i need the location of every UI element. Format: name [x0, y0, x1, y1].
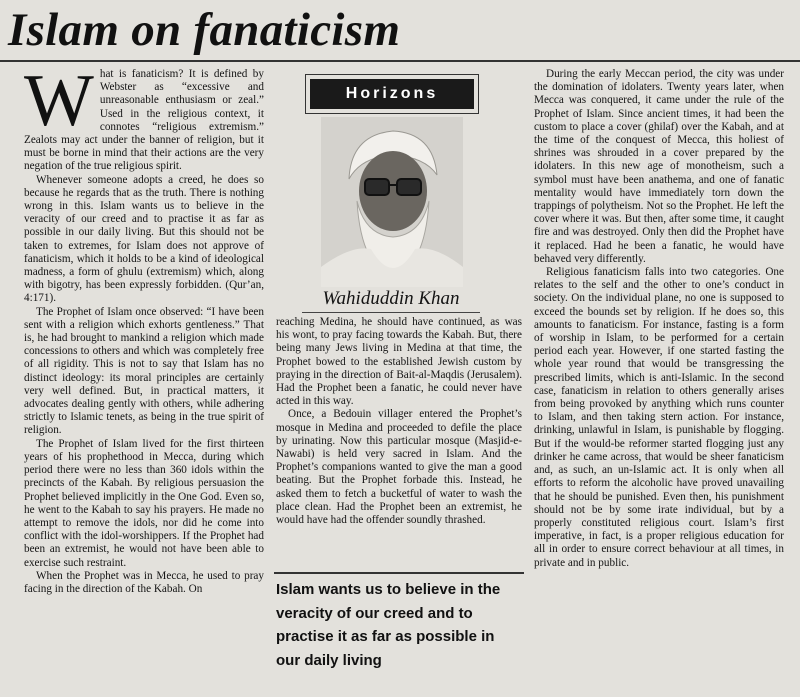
paragraph: Religious fanaticism falls into two categories. One relates to the self and the other to one’s conduct in society. On the individual plane, no one is supposed to exceed the bounds set by religion. If he does so, this amounts to fanaticism. For instance, fasting is a form of worship in Islam, to be performed for a certain period each year. However, if one started fasting the whole year round that would be transgressing the prescribed limits, which is anti-Islamic. In the second case, fanaticism in relation to others generally arises from being provoked by anything which runs counter to Islam, and then taking stern action. For instance, drinking, unlawful in Islam, is punishable by flogging. But if the would-be reformer started flogging just any drinker he came across, that would be sheer fanaticism and, as such, an un-Islamic act. It is only when all efforts to reform the alcoholic have proved unavailing that he should be punished. Even then, his punishment should not be by some irate individual, but by a properly constituted religious court. Islam’s first imperative, in fact, is a proper religious education for all in order to ensure correct behaviour at all times, in private and in public.	[534, 266, 784, 569]
pullquote: Islam wants us to believe in the veracity of our creed and to practise it as far as possible in our daily living	[276, 581, 501, 669]
byline: Wahiduddin Khan	[302, 286, 480, 313]
paragraph: The Prophet of Islam once observed: “I have been sent with a religion which exhorts gentleness.” That is, he had brought to mankind a religion which made concessions to others and which was completely free of all rigidity. This is not to say that Islam has no distinct ideology: its moral principles are certainly very well defined. But, in practical matters, it advocates dealing gently with others, while adhering strictly to Islamic tenets, as being in the true spirit of religion.	[24, 305, 264, 437]
paragraph: Whenever someone adopts a creed, he does so because he regards that as the truth. There is nothing wrong in this. Islam wants us to believe in the veracity of our creed and to practise it as far as possible in our daily living. But this should not be taken to extremes, for Islam does not approve of fanaticism, which it holds to be a kind of ideological madness, a form of ghulu (extremism) which, along with bigotry, has been expressly forbidden. (Qur’an, 4:171).	[24, 173, 264, 305]
intro-paragraph	[24, 68, 264, 174]
column-1	[24, 68, 264, 697]
paragraph: During the early Meccan period, the city was under the domination of idolaters. Twenty years later, when Mecca was conquered, it came under the rule of the Prophet of Islam. Since ancient times, it had been the custom to place a cover (ghilaf) over the Kabah, and at the time of the conquest of Mecca, this holiest of shrines was shrouded in a cover prepared by the idolaters. In this new age of monotheism, such a symbol must have been anathema, and one of fanatic mentality would have immediately torn down the trappings of polytheism. Not so the Prophet. He left the cover where it was. But then, after some time, it caught fire and was destroyed. Only then did the Prophet have it replaced. Had he been a fanatic, he would have behaved very differently.	[534, 68, 784, 265]
author-photo	[321, 117, 463, 287]
paragraph: When the Prophet was in Mecca, he used to pray facing in the direction of the Kabah. On	[24, 569, 264, 595]
paragraph: Once, a Bedouin villager entered the Prophet’s mosque in Medina and proceeded to defile the place by urinating. Now this particular mosque (Masjid-e-Nawabi) is held very sacred in Islam. And the Prophet’s companions wanted to give the man a good beating. But the Prophet forbade this. Instead, he asked them to fetch a bucketful of water to wash the place clean. Had the Prophet been an extremist, he would have had the offender soundly thrashed.	[276, 408, 522, 527]
author-portrait-image	[321, 117, 463, 287]
pullquote-rule	[274, 572, 524, 574]
headline-rule	[0, 60, 800, 62]
paragraph: The Prophet of Islam lived for the first thirteen years of his prophethood in Mecca, during which period there were no less than 360 idols within the precincts of the Kabah. By religious persuasion the Prophet believed implicitly in the One God. Even so, he went to the Kabah to say his prayers. He made no attempt to remove the idols, nor did he come into conflict with the idol-worshippers. If the Prophet had been an extremist, he would not have been able to exercise such restraint.	[24, 437, 264, 569]
headline: Islam on fanaticism	[8, 4, 401, 56]
intro-text: hat is fanaticism? It is defined by Webster as “excessive and unreasonable enthusiasm or zeal.” Used in the religious context, it connotes “religious extremism.” Zealots may act under the banner of religion, but it must be borne in mind that their actions are the very negation of the true religious spirit.	[24, 68, 264, 173]
column-label: Horizons	[310, 79, 474, 109]
drop-cap: W	[24, 68, 94, 142]
paragraph: reaching Medina, he should have continued, as was his wont, to pray facing towards the Kabah. But, there being many Jews living in Medina at that time, the Prophet bowed to the established Jewish custom by praying in the direction of Bait-al-Maqdis (Jerusalem). Had the Prophet been a fanatic, he could never have acted in this way.	[276, 316, 522, 408]
column-2	[276, 316, 522, 572]
column-3	[534, 68, 784, 697]
